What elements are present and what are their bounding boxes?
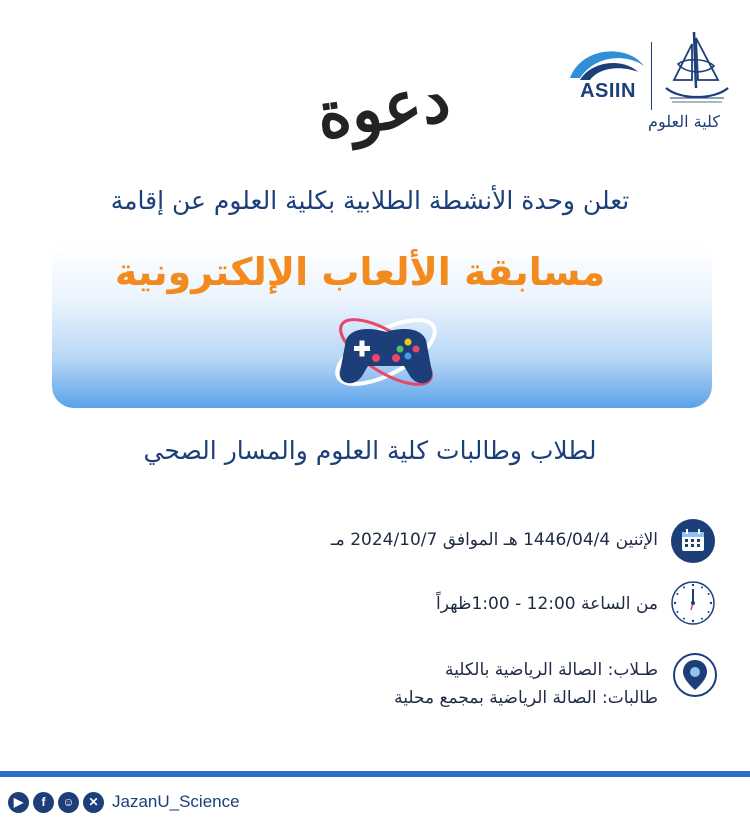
announcement-text: تعلن وحدة الأنشطة الطلابية بكلية العلوم عن إقامة	[110, 186, 630, 215]
location-male-text: طـلاب: الصالة الرياضية بالكلية	[445, 660, 658, 680]
snapchat-icon[interactable]: ☺	[58, 792, 79, 813]
college-name: كلية العلوم	[648, 112, 720, 131]
calendar-icon	[670, 518, 716, 564]
social-links	[8, 790, 240, 814]
jazan-university-emblem	[656, 28, 738, 110]
logo-divider	[651, 42, 652, 110]
facebook-icon[interactable]: f	[33, 792, 54, 813]
youtube-icon[interactable]: ▶	[8, 792, 29, 813]
competition-title: مسابقة الألعاب الإلكترونية	[114, 250, 606, 294]
location-female-text: طالبات: الصالة الرياضية بمجمع محلية	[394, 688, 658, 708]
date-text: الإثنين 1446/04/4 هـ الموافق 2024/10/7 مـ	[330, 530, 658, 550]
gamepad-icon	[326, 296, 444, 406]
location-pin-icon	[672, 652, 718, 698]
footer-bar	[0, 771, 750, 777]
x-icon[interactable]: ✕	[83, 792, 104, 813]
clock-icon	[670, 580, 716, 626]
social-handle[interactable]: JazanU_Science	[112, 792, 240, 811]
time-text: من الساعة 12:00 - 1:00ظهراً	[436, 594, 658, 614]
invitation-title: دعوة	[312, 61, 455, 155]
audience-text: لطلاب وطالبات كلية العلوم والمسار الصحي	[143, 436, 597, 465]
asiin-logo-text: ASIIN	[580, 80, 636, 102]
